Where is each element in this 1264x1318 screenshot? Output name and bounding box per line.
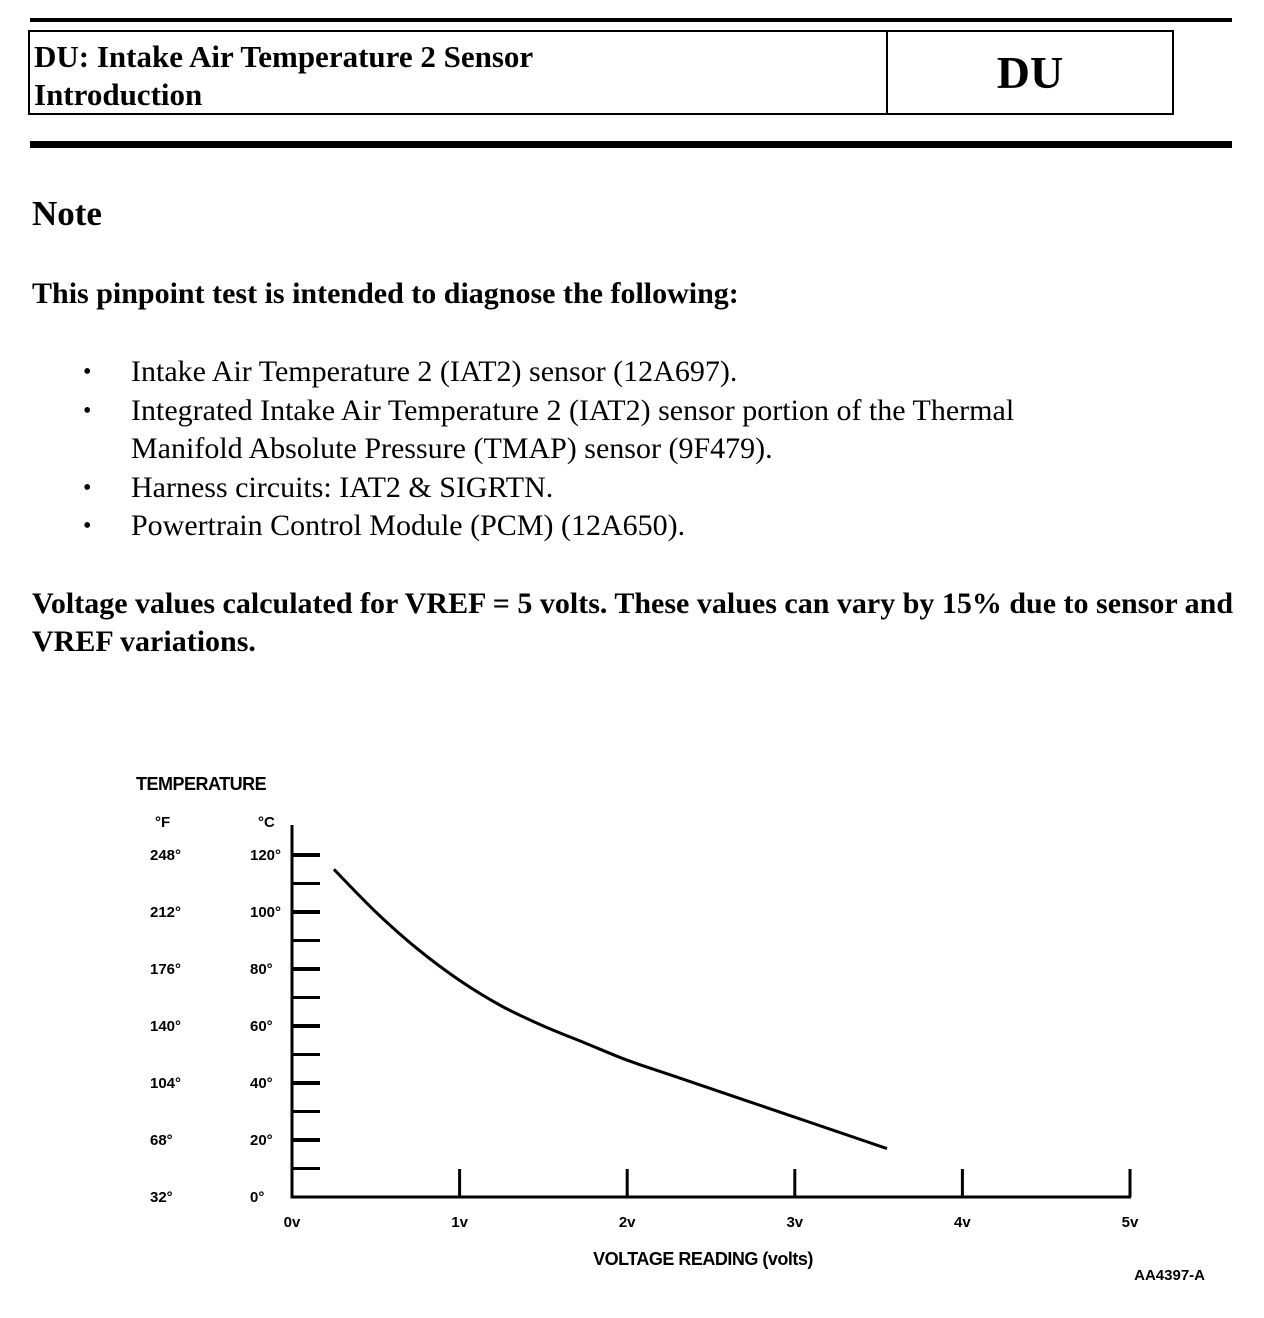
voltage-note: Voltage values calculated for VREF = 5 volts. These values can vary by 15% due to sensor and VREF variations. bbox=[32, 587, 1234, 658]
list-item bbox=[0, 469, 1200, 508]
x-tick-label: 4v bbox=[954, 1214, 971, 1231]
chart-axes bbox=[291, 825, 1132, 1199]
y-unit-fahrenheit: °F bbox=[155, 814, 171, 831]
header-title bbox=[30, 32, 888, 113]
y-tick-label-fahrenheit: 212° bbox=[150, 904, 182, 921]
chart-ylabel: TEMPERATURE bbox=[136, 774, 267, 794]
series-line bbox=[334, 869, 887, 1148]
x-tick-label: 5v bbox=[1121, 1214, 1139, 1231]
x-tick-label: 3v bbox=[786, 1214, 804, 1231]
y-tick-label-celsius: 20° bbox=[250, 1132, 273, 1149]
list-item-text: Powertrain Control Module (PCM) (12A650). bbox=[131, 509, 686, 542]
bullet-icon: • bbox=[83, 513, 92, 539]
intro-text: This pinpoint test is intended to diagnose the following: bbox=[32, 277, 739, 310]
list-item bbox=[0, 507, 1200, 546]
list-item-text: Integrated Intake Air Temperature 2 (IAT2) sensor portion of the Thermal Manifold Absolute Pressure (TMAP) sensor (9F479). bbox=[131, 393, 1015, 465]
y-tick-label-fahrenheit: 68° bbox=[150, 1132, 173, 1149]
y-tick-label-celsius: 0° bbox=[250, 1189, 265, 1206]
y-tick-label-fahrenheit: 104° bbox=[150, 1075, 182, 1092]
bullet-icon: • bbox=[83, 359, 92, 385]
list-item-text: Harness circuits: IAT2 & SIGRTN. bbox=[131, 470, 554, 504]
x-tick-label: 1v bbox=[451, 1214, 468, 1231]
header-title-line1: DU: Intake Air Temperature 2 Sensor bbox=[34, 39, 534, 74]
chart-xlabel: VOLTAGE READING (volts) bbox=[593, 1249, 813, 1269]
bullet-icon: • bbox=[83, 397, 92, 424]
header-title-line2: Introduction bbox=[34, 77, 203, 112]
y-tick-label-celsius: 80° bbox=[250, 961, 273, 978]
header-code: DU bbox=[996, 47, 1064, 98]
note-heading: Note bbox=[32, 194, 102, 233]
y-tick-label-celsius: 60° bbox=[250, 1018, 273, 1035]
y-tick-label-fahrenheit: 32° bbox=[150, 1189, 173, 1206]
figure-id: AA4397-A bbox=[1134, 1267, 1205, 1284]
y-tick-label-fahrenheit: 176° bbox=[150, 961, 182, 978]
x-tick-label: 0v bbox=[283, 1214, 301, 1231]
list-item bbox=[0, 392, 1200, 469]
chart-series bbox=[334, 869, 887, 1149]
list-item bbox=[0, 353, 1200, 392]
header-box bbox=[28, 30, 1174, 115]
list-item-text: Intake Air Temperature 2 (IAT2) sensor (12A697). bbox=[131, 355, 738, 388]
y-tick-label-celsius: 40° bbox=[250, 1075, 273, 1092]
y-tick-label-celsius: 100° bbox=[250, 904, 282, 921]
chart-ticks bbox=[150, 847, 1139, 1231]
y-tick-label-celsius: 120° bbox=[250, 847, 282, 864]
top-rule bbox=[30, 18, 1232, 22]
y-tick-label-fahrenheit: 140° bbox=[150, 1018, 182, 1035]
x-tick-label: 2v bbox=[618, 1214, 636, 1231]
header-bottom-rule bbox=[30, 141, 1232, 148]
bullet-icon: • bbox=[83, 474, 92, 501]
temperature-voltage-chart bbox=[0, 760, 1264, 1300]
diagnosis-list bbox=[0, 353, 1200, 546]
y-unit-celsius: °C bbox=[258, 814, 275, 831]
y-tick-label-fahrenheit: 248° bbox=[150, 847, 182, 864]
